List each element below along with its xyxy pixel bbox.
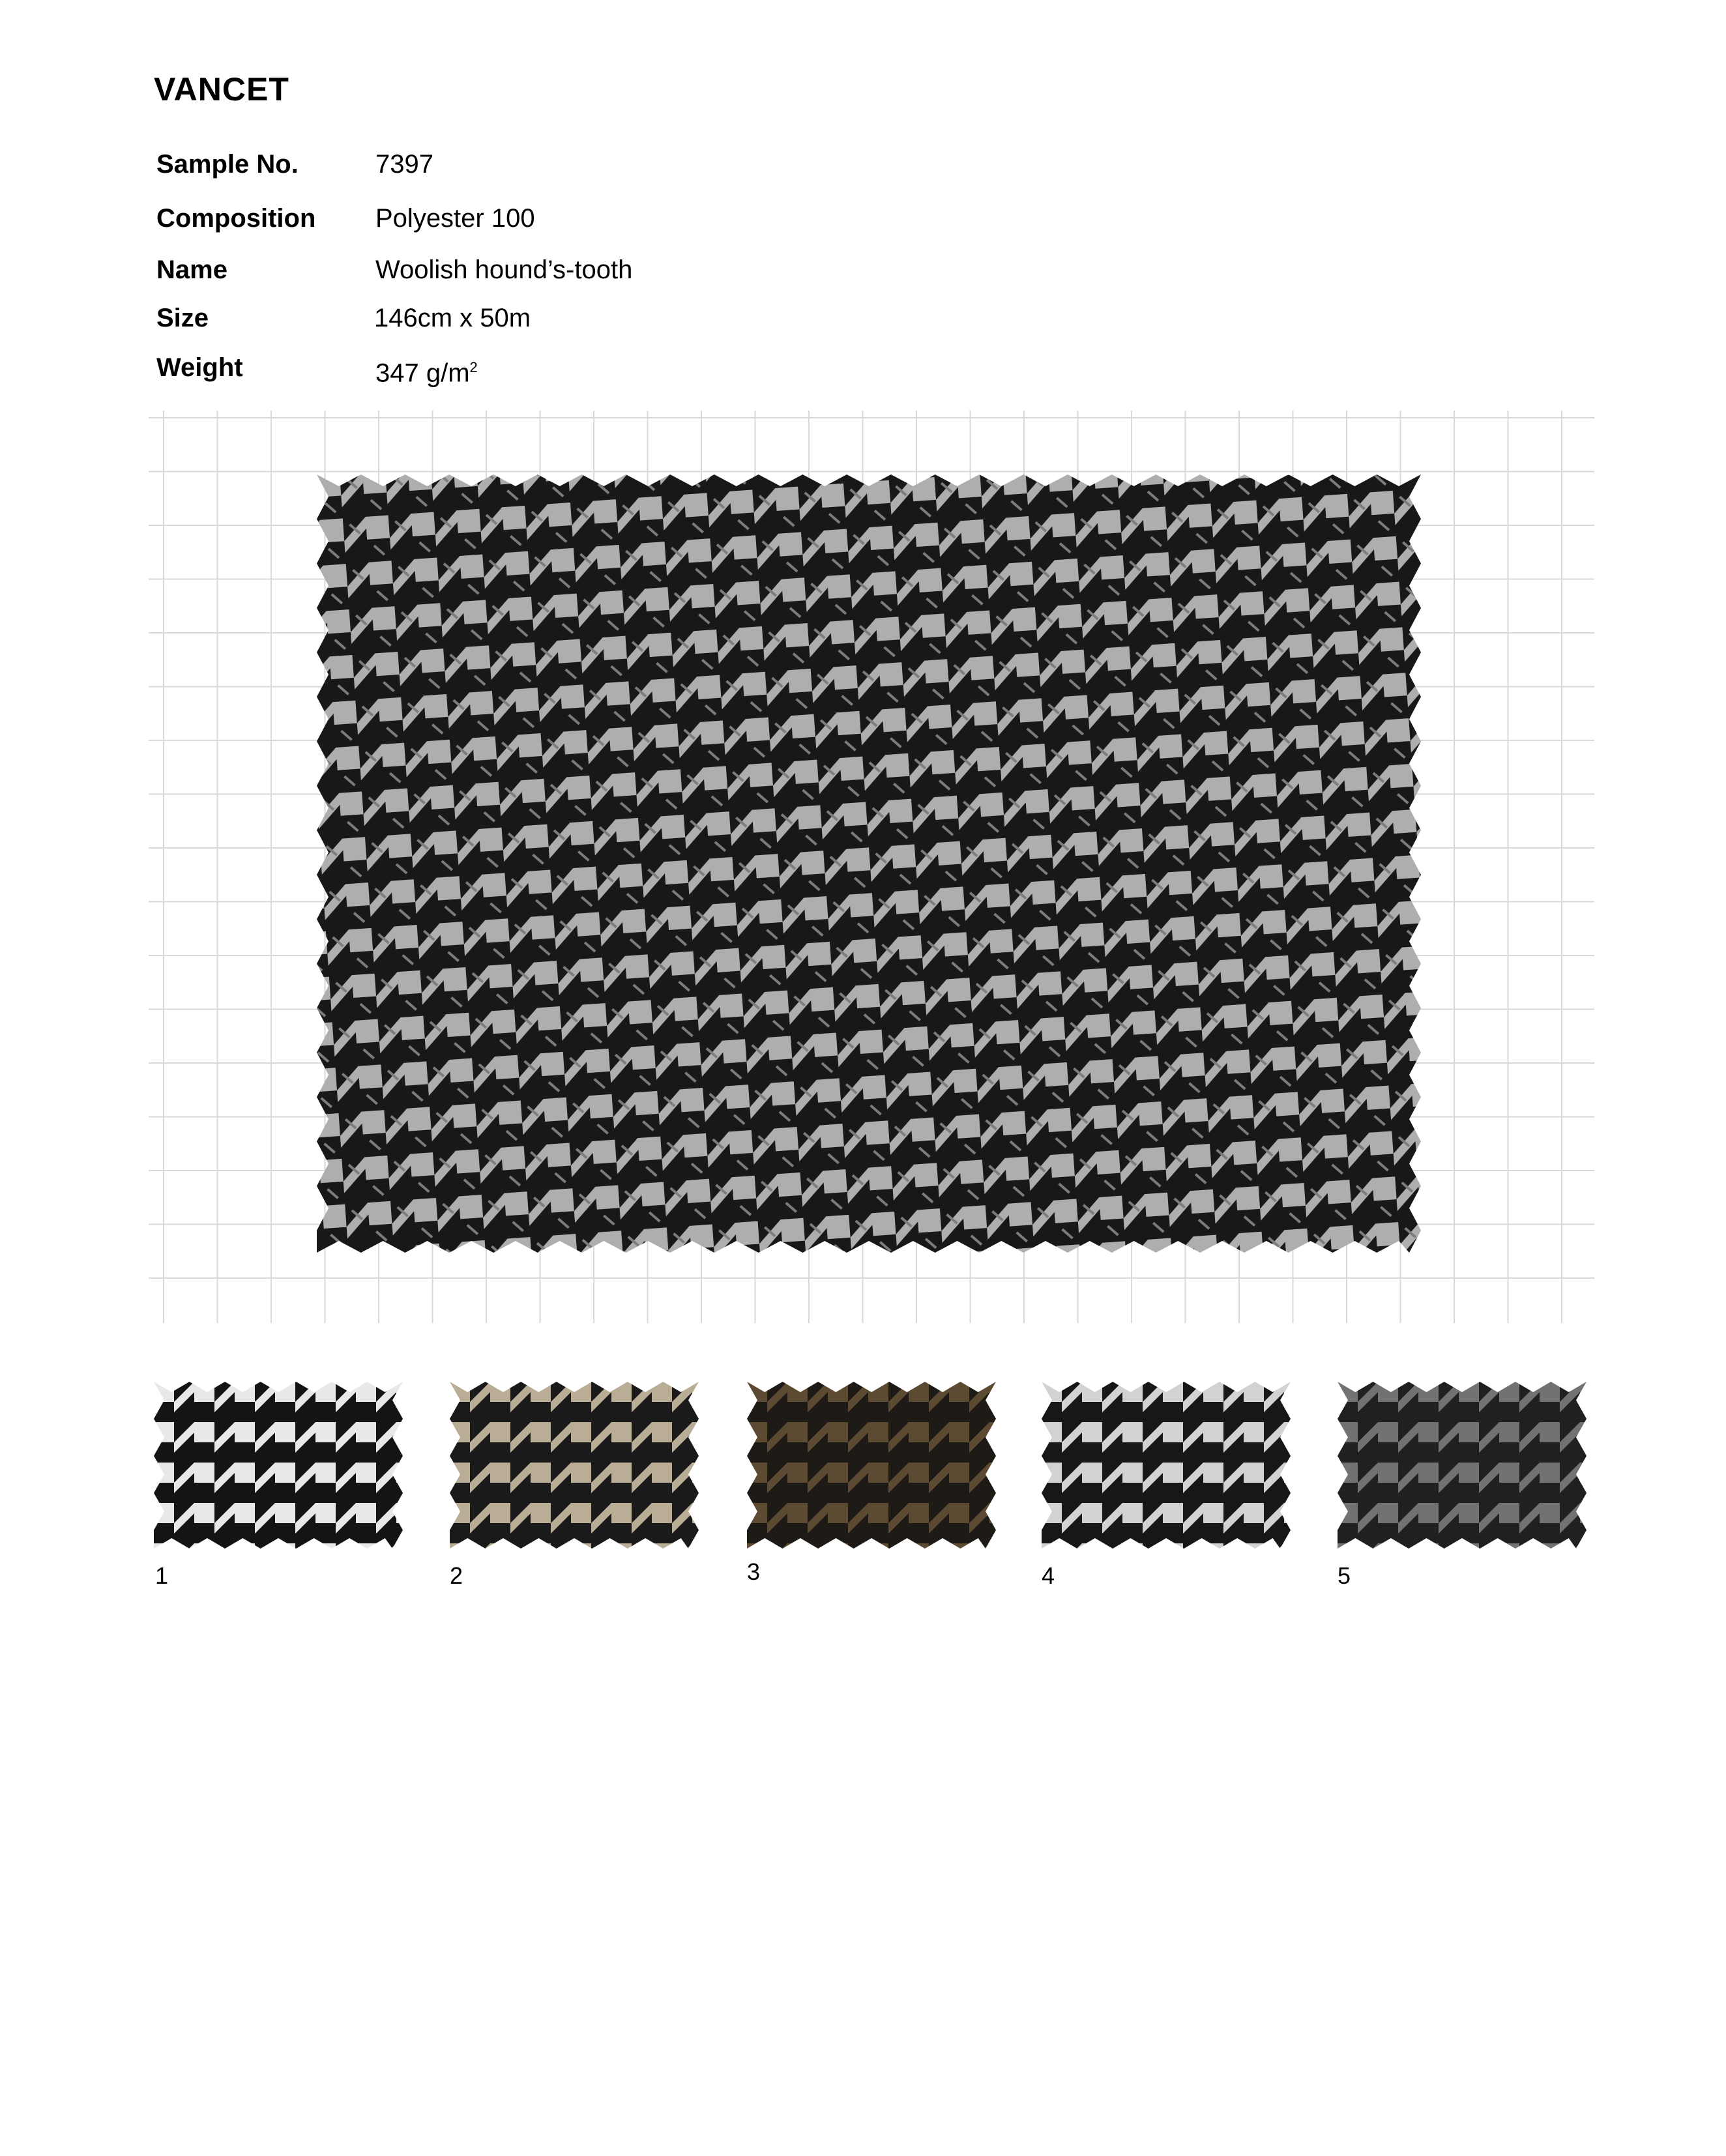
variant-label-3: 3 bbox=[747, 1558, 761, 1585]
weight-number: 347 g/m bbox=[375, 358, 470, 388]
size-value: 146cm x 50m bbox=[374, 304, 531, 332]
variant-swatch-2-icon[interactable] bbox=[450, 1382, 699, 1549]
spec-row-name bbox=[156, 250, 1069, 289]
variant-swatch-4-icon[interactable] bbox=[1042, 1382, 1291, 1549]
spec-row-sample-no bbox=[156, 145, 1069, 184]
composition-value: Polyester 100 bbox=[375, 204, 535, 233]
brand-title: VANCET bbox=[154, 71, 289, 108]
variant-label-1: 1 bbox=[155, 1562, 169, 1589]
variant-label-4: 4 bbox=[1042, 1562, 1055, 1589]
variant-swatch-5-icon[interactable] bbox=[1338, 1382, 1587, 1549]
variant-label-5: 5 bbox=[1338, 1562, 1351, 1589]
size-label: Size bbox=[156, 304, 209, 332]
weight-label: Weight bbox=[156, 353, 243, 382]
spec-row-composition bbox=[156, 199, 1069, 238]
sample-no-label: Sample No. bbox=[156, 150, 299, 179]
name-label: Name bbox=[156, 255, 227, 284]
houndstooth-swatch-icon bbox=[317, 474, 1421, 1253]
spec-row-size bbox=[156, 299, 1069, 338]
variant-label-2: 2 bbox=[450, 1562, 463, 1589]
name-value: Woolish hound’s-tooth bbox=[375, 255, 633, 284]
weight-exponent: 2 bbox=[469, 359, 478, 375]
variant-swatch-3-icon[interactable] bbox=[747, 1382, 996, 1549]
spec-row-weight bbox=[156, 348, 1069, 387]
weight-value bbox=[375, 348, 478, 392]
composition-label: Composition bbox=[156, 204, 316, 233]
variant-swatch-1-icon[interactable] bbox=[154, 1382, 403, 1549]
sample-no-value: 7397 bbox=[375, 150, 433, 179]
